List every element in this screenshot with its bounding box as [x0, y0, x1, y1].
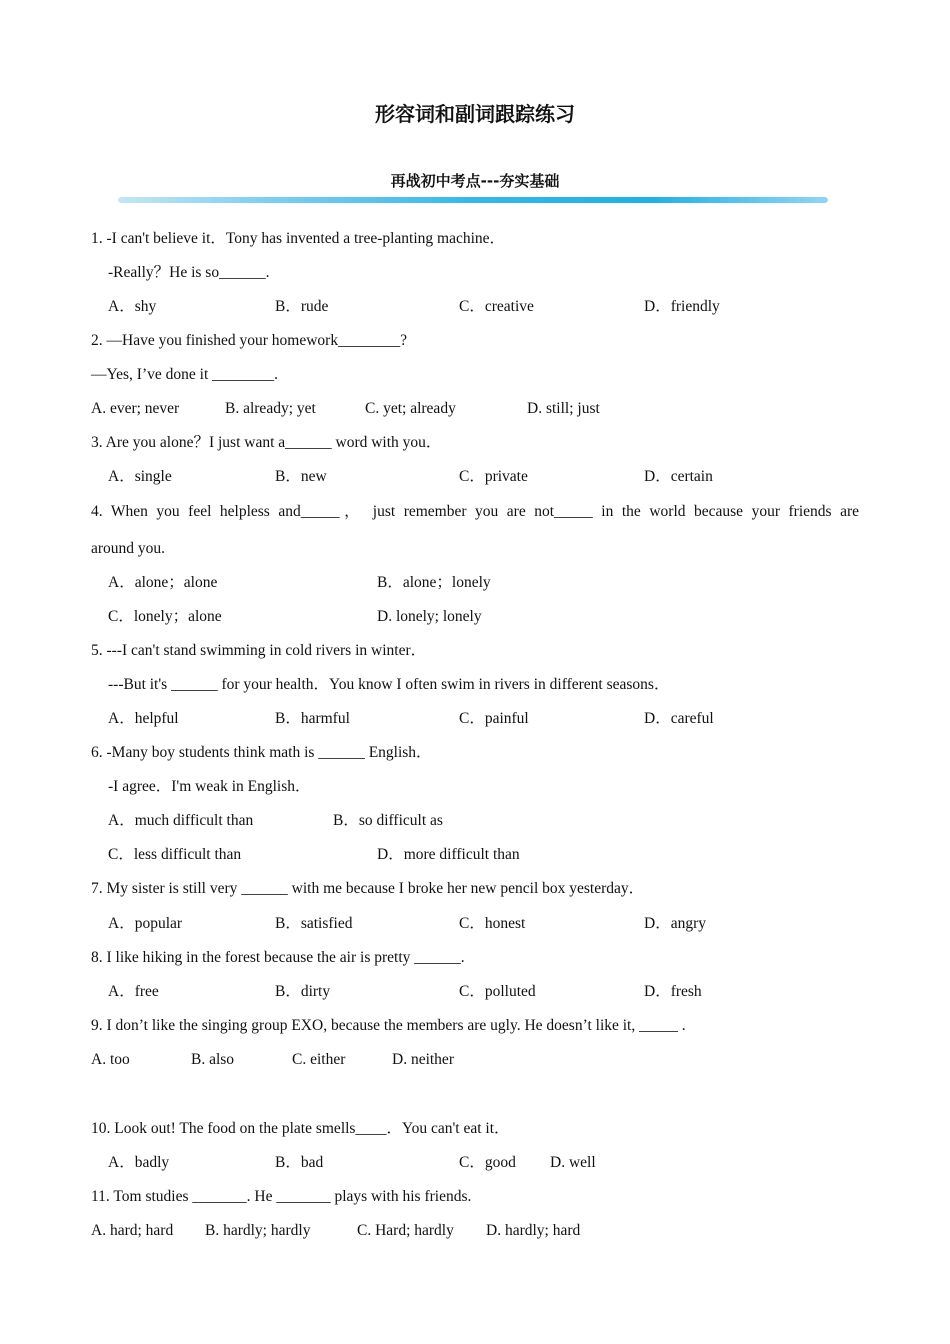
question-3-option-d: D．certain: [644, 468, 713, 485]
question-2-option-a: A. ever; never: [91, 400, 180, 417]
decorative-divider: [118, 197, 828, 203]
question-5-option-c: C．painful: [459, 710, 529, 727]
question-8-option-a: A．free: [108, 983, 159, 1000]
question-7-option-a: A．popular: [108, 915, 183, 932]
question-7-stem: 7. My sister is still very ______ with me because I broke her new pencil box yesterday．: [91, 880, 645, 897]
question-10-option-d: D. well: [550, 1154, 596, 1171]
question-7-option-d: D．angry: [644, 915, 706, 932]
question-1-option-a: A．shy: [108, 298, 157, 315]
question-4-option-a: A．alone；alone: [108, 574, 218, 591]
question-3-stem: 3. Are you alone？I just want a______ word with you．: [91, 434, 442, 451]
question-9-stem: 9. I don’t like the singing group EXO, because the members are ugly. He doesn’t like it, _____ .: [91, 1017, 686, 1034]
question-1-stem: 1. -I can't believe it．Tony has invented a tree-planting machine．: [91, 230, 506, 247]
question-8-option-b: B．dirty: [275, 983, 331, 1000]
question-5-option-a: A．helpful: [108, 710, 179, 727]
page-subtitle: 再战初中考点---夯实基础: [390, 172, 560, 190]
question-4-option-d: D. lonely; lonely: [377, 608, 482, 625]
question-6-option-a: A．much difficult than: [108, 812, 254, 829]
question-5-option-d: D．careful: [644, 710, 714, 727]
question-7-option-c: C．honest: [459, 915, 526, 932]
question-2-line2: —Yes, I’ve done it ________.: [91, 366, 278, 383]
question-1-option-d: D．friendly: [644, 298, 720, 315]
question-11-option-c: C. Hard; hardly: [357, 1222, 454, 1239]
question-9-option-b: B. also: [191, 1051, 235, 1068]
question-6-option-c: C．less difficult than: [108, 846, 242, 863]
question-11-option-d: D. hardly; hard: [486, 1222, 581, 1239]
question-1-line2: -Really？He is so______.: [108, 264, 270, 281]
question-6-stem: 6. -Many boy students think math is ______ English．: [91, 744, 432, 761]
question-5-stem: 5. ---I can't stand swimming in cold rivers in winter．: [91, 642, 427, 659]
question-8-option-c: C．polluted: [459, 983, 536, 1000]
question-10-option-b: B．bad: [275, 1154, 324, 1171]
question-6-line2: -I agree．I'm weak in English．: [108, 778, 311, 795]
question-8-stem: 8. I like hiking in the forest because the air is pretty ______.: [91, 949, 465, 966]
question-4-line2: around you.: [91, 540, 166, 557]
question-10-option-c: C．good: [459, 1154, 516, 1171]
question-2-option-c: C. yet; already: [365, 400, 456, 417]
question-9-option-a: A. too: [91, 1051, 130, 1068]
question-1-option-c: C．creative: [459, 298, 534, 315]
question-2-option-b: B. already; yet: [225, 400, 316, 417]
question-4-option-b: B．alone；lonely: [377, 574, 491, 591]
question-6-option-b: B．so difficult as: [333, 812, 443, 829]
question-4-stem: 4. When you feel helpless and_____， just remember you are not_____ in the world because your friends are: [91, 503, 859, 520]
question-1-option-b: B．rude: [275, 298, 329, 315]
question-11-option-b: B. hardly; hardly: [205, 1222, 311, 1239]
question-10-option-a: A．badly: [108, 1154, 170, 1171]
question-2-option-d: D. still; just: [527, 400, 600, 417]
question-11-option-a: A. hard; hard: [91, 1222, 174, 1239]
question-3-option-c: C．private: [459, 468, 528, 485]
question-3-option-b: B．new: [275, 468, 327, 485]
question-3-option-a: A．single: [108, 468, 172, 485]
question-11-stem: 11. Tom studies _______. He _______ plays with his friends.: [91, 1188, 472, 1205]
question-4-option-c: C．lonely；alone: [108, 608, 222, 625]
question-10-stem: 10. Look out! The food on the plate smells____．You can't eat it．: [91, 1120, 510, 1137]
question-5-line2: ---But it's ______ for your health．You know I often swim in rivers in different seasons．: [108, 676, 670, 693]
question-5-option-b: B．harmful: [275, 710, 350, 727]
question-6-option-d: D．more difficult than: [377, 846, 520, 863]
question-9-option-d: D. neither: [392, 1051, 454, 1068]
question-8-option-d: D．fresh: [644, 983, 702, 1000]
question-7-option-b: B．satisfied: [275, 915, 353, 932]
page-title: 形容词和副词跟踪练习: [375, 102, 575, 126]
question-9-option-c: C. either: [292, 1051, 346, 1068]
question-2-stem: 2. —Have you finished your homework________?: [91, 332, 407, 349]
